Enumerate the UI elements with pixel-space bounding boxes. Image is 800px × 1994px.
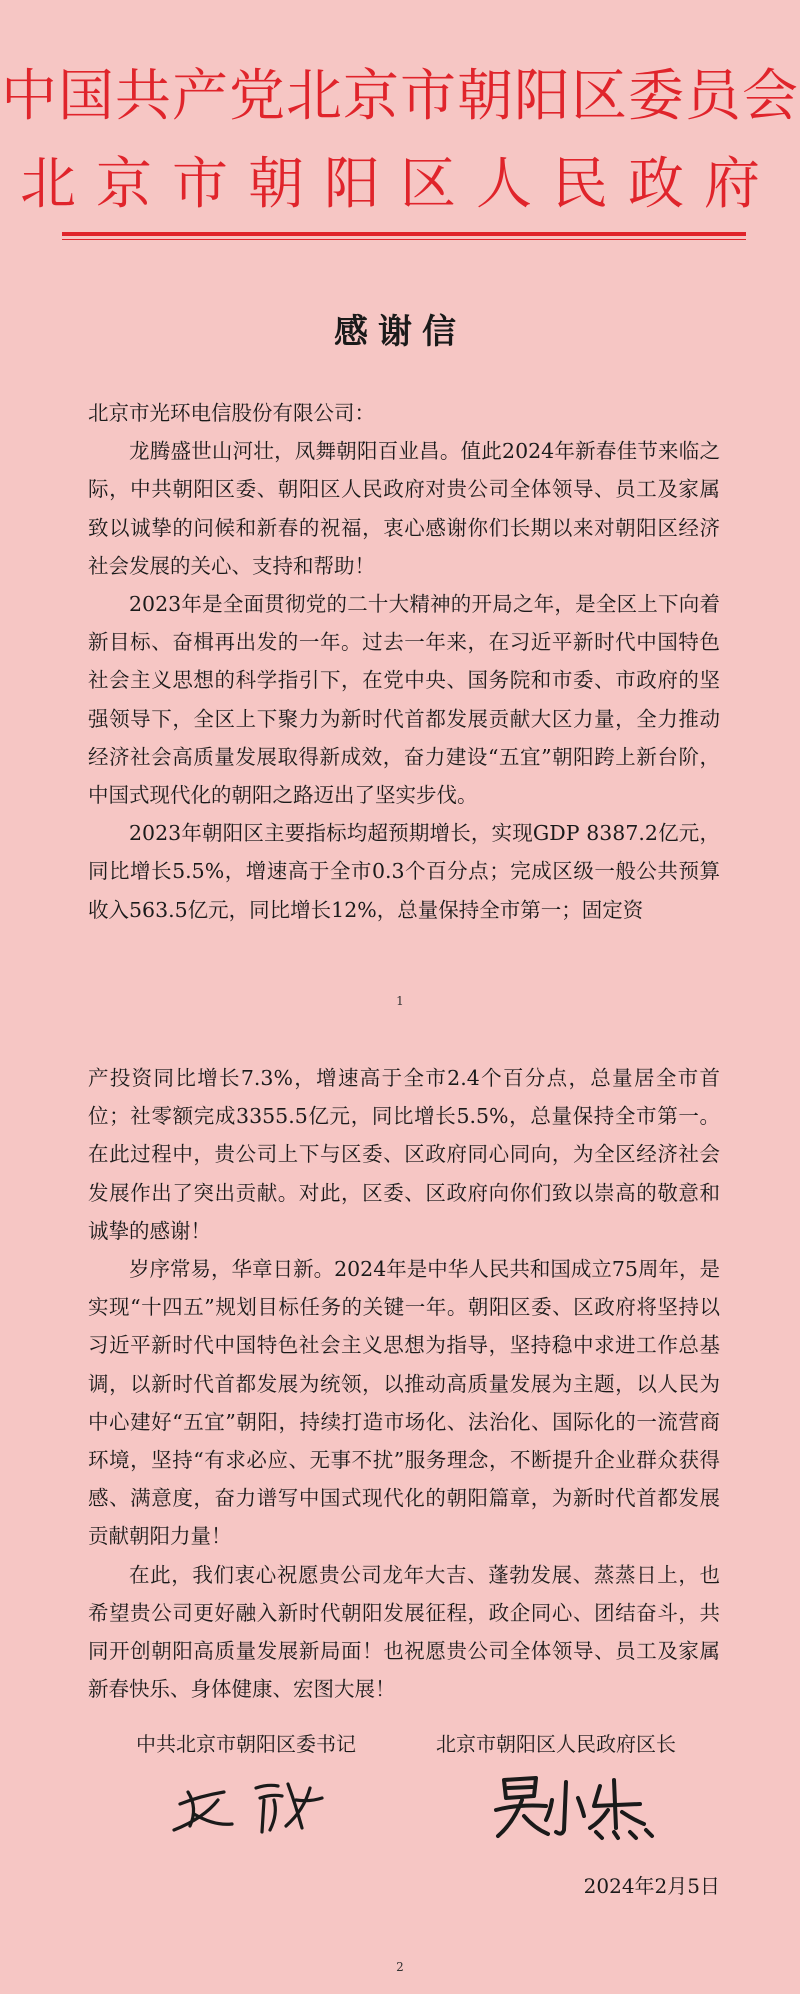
letter-date: 2024年2月5日 bbox=[583, 1874, 720, 1898]
header-red-rule-thin bbox=[62, 239, 746, 240]
page-number-2: 2 bbox=[396, 1960, 404, 1974]
paragraph-2024-outlook: 岁序常易，华章日新。2024年是中华人民共和国成立75周年，是实现“十四五”规划目标任务的关键一年。朝阳区委、区政府将坚持以习近平新时代中国特色社会主义思想为指导，坚持稳中求进工作总基调，以新时代首都发展为统领，以推动高质量发展为主题，以人民为中心建好“五宜”朝阳，持续打造市场化、法治化、国际化的一流营商环境，坚持“有求必应、无事不扰”服务理念，不断提升企业群众获得感、满意度，奋力谱写中国式现代化的朝阳篇章，为新时代首都发展贡献朝阳力量！ bbox=[88, 1257, 720, 1549]
signature-party-secretary bbox=[160, 1770, 350, 1840]
paragraph-2023-review: 2023年是全面贯彻党的二十大精神的开局之年，是全区上下向着新目标、奋楫再出发的一年。过去一年来，在习近平新时代中国特色社会主义思想的科学指引下，在党中央、国务院和市委、市政府的坚强领导下，全区上下聚力为新时代首都发展贡献大区力量，全力推动经济社会高质量发展取得新成效，奋力建设“五宜”朝阳跨上新台阶，中国式现代化的朝阳之路迈出了坚实步伐。 bbox=[88, 592, 720, 808]
page-number-1: 1 bbox=[396, 994, 404, 1008]
letter-body-page-1 bbox=[88, 394, 720, 929]
paragraph-indicators-continued: 产投资同比增长7.3%，增速高于全市2.4个百分点，总量居全市首位；社零额完成3355.5亿元，同比增长5.5%，总量保持全市第一。在此过程中，贵公司上下与区委、区政府同心同向，为全区经济社会发展作出了突出贡献。对此，区委、区政府向你们致以崇高的敬意和诚挚的感谢！ bbox=[88, 1066, 720, 1243]
signer-title-district-mayor: 北京市朝阳区人民政府区长 bbox=[436, 1732, 676, 1756]
signer-title-party-secretary: 中共北京市朝阳区委书记 bbox=[136, 1732, 356, 1756]
paragraph-greeting: 龙腾盛世山河壮，凤舞朝阳百业昌。值此2024年新春佳节来临之际，中共朝阳区委、朝阳区人民政府对贵公司全体领导、员工及家属致以诚挚的问候和新春的祝福，衷心感谢你们长期以来对朝阳区经济社会发展的关心、支持和帮助！ bbox=[88, 439, 720, 578]
paragraph-closing-wishes: 在此，我们衷心祝愿贵公司龙年大吉、蓬勃发展、蒸蒸日上，也希望贵公司更好融入新时代朝阳发展征程，政企同心、团结奋斗，共同开创朝阳高质量发展新局面！也祝愿贵公司全体领导、员工及家属新春快乐、身体健康、宏图大展！ bbox=[88, 1562, 720, 1702]
org-name-government: 北京市朝阳区人民政府 bbox=[20, 152, 780, 217]
paragraph-2023-indicators: 2023年朝阳区主要指标均超预期增长，实现GDP 8387.2亿元，同比增长5.5%，增速高于全市0.3个百分点；完成区级一般公共预算收入563.5亿元，同比增长12%，总量保持全市第一；固定资 bbox=[88, 821, 720, 922]
header-red-rule-thick bbox=[62, 232, 746, 236]
org-name-party-committee: 中国共产党北京市朝阳区委员会 bbox=[1, 64, 799, 129]
letter-title: 感谢信 bbox=[334, 312, 466, 352]
letter-body-page-2 bbox=[88, 1059, 720, 1708]
salutation: 北京市光环电信股份有限公司： bbox=[88, 401, 375, 425]
signature-district-mayor bbox=[490, 1770, 660, 1842]
